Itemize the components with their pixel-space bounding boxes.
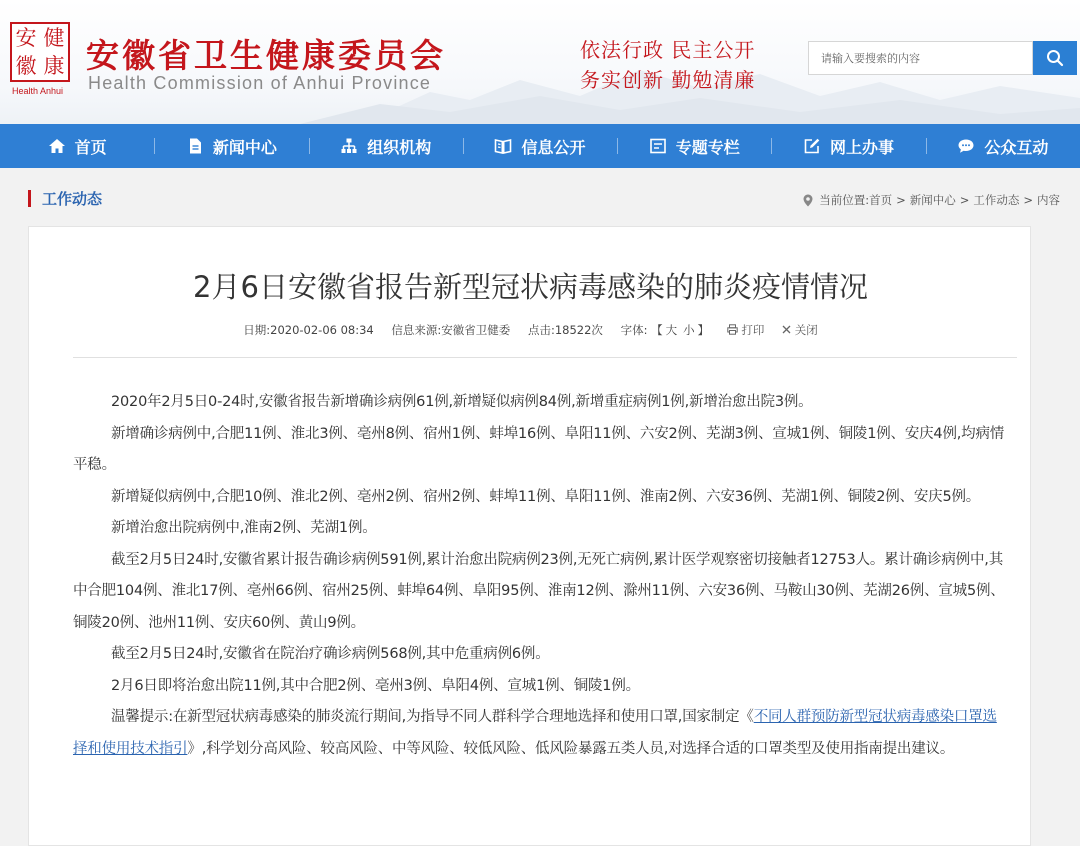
nav-item-special-column[interactable] [617,124,771,168]
tip-text: 》,科学划分高风险、较高风险、中等风险、较低风险、低风险暴露五类人员,对选择合适的口罩类型及使用指南提出建议。 [187,740,955,757]
site-logo-seal[interactable] [10,22,70,82]
breadcrumb-separator: > [1023,193,1033,207]
edit-icon [803,137,821,155]
chat-icon [957,137,975,155]
font-size-bracket: 【 [651,323,663,337]
paragraph: 截至2月5日24时,安徽省累计报告确诊病例591例,累计治愈出院病例23例,无死亡病例,累计医学观察密切接触者12753人。累计确诊病例中,其中合肥104例、淮北17例、亳州66例、宿州25例、蚌埠64例、阜阳95例、淮南12例、滁州11例、六安36例、马鞍山30例、芜湖26例、宣城5例、铜陵20例、池州11例、安庆60例、黄山9例。 [73,551,1005,631]
home-icon [48,137,66,155]
tip-text: 温馨提示:在新型冠状病毒感染的肺炎流行期间,为指导不同人群科学合理地选择和使用口罩,国家制定《 [111,709,754,725]
close-label: 关闭 [794,323,818,337]
paragraph: 新增治愈出院病例中,淮南2例、芜湖1例。 [111,520,377,536]
nav-label: 组织机构 [367,137,432,157]
nav-label: 新闻中心 [212,137,277,157]
font-size-control [621,323,710,337]
breadcrumb-prefix: 当前位置: [819,193,870,207]
article-body [73,387,1009,765]
search-icon [1046,49,1064,67]
paragraph: 2020年2月5日0-24时,安徽省报告新增确诊病例61例,新增疑似病例84例,新增重症病例1例,新增治愈出院3例。 [111,394,813,410]
breadcrumb [803,192,1060,208]
hit-count: 点击:18522次 [527,323,603,337]
main-nav [0,124,1080,168]
nav-item-online-services[interactable] [771,124,925,168]
nav-item-home[interactable] [0,124,154,168]
nav-label: 公众互动 [984,137,1049,157]
search-input[interactable] [808,41,1033,75]
title-divider [73,357,1017,358]
info-source: 信息来源:安徽省卫健委 [391,323,511,337]
book-icon [494,137,512,155]
nav-label: 首页 [74,137,107,157]
seal-char: 健 [43,25,65,50]
print-label: 打印 [741,323,765,337]
seal-char: 徽 [15,53,37,78]
section-marker [28,190,31,207]
nav-label: 信息公开 [521,137,586,157]
print-button[interactable] [727,323,768,337]
breadcrumb-home[interactable]: 首页 [869,193,893,207]
nav-label: 专题专栏 [675,137,740,157]
seal-char: 安 [15,25,37,50]
seal-char: 康 [43,53,65,78]
paragraph: 2月6日即将治愈出院11例,其中合肥2例、亳州3例、阜阳4例、宣城1例、铜陵1例。 [111,677,640,694]
paragraph: 新增确诊病例中,合肥11例、淮北3例、亳州8例、宿州1例、蚌埠16例、阜阳11例、六安2例、芜湖3例、宣城1例、铜陵1例、安庆4例,均病情平稳。 [73,425,1005,473]
nav-item-info-disclosure[interactable] [463,124,617,168]
nav-item-organization[interactable] [309,124,463,168]
org-chart-icon [340,137,358,155]
breadcrumb-separator: > [896,193,906,207]
paragraph: 截至2月5日24时,安徽省在院治疗确诊病例568例,其中危重病例6例。 [111,646,550,662]
slogan-line-1: 依法行政 民主公开 [580,38,756,62]
paragraph: 新增疑似病例中,合肥10例、淮北2例、亳州2例、宿州2例、蚌埠11例、阜阳11例、淮南2例、六安36例、芜湖1例、铜陵2例、安庆5例。 [111,488,981,505]
breadcrumb-news-center[interactable]: 新闻中心 [909,193,956,207]
font-size-label: 字体: [620,323,648,337]
font-size-large-link[interactable]: 大 [665,323,678,337]
nav-item-news[interactable] [154,124,308,168]
document-icon [186,137,204,155]
nav-item-public-interaction[interactable] [926,124,1080,168]
nav-label: 网上办事 [830,137,895,157]
publish-date: 日期:2020-02-06 08:34 [243,323,374,337]
mask-guideline-link[interactable]: 不同人群预防新型冠状病毒感染口罩选择和使用技术指引 [73,709,997,757]
search-button[interactable] [1033,41,1077,75]
breadcrumb-separator: > [959,193,970,207]
article-panel [28,226,1031,846]
font-size-bracket: 】 [697,323,710,337]
slogan-line-2: 务实创新 勤勉清廉 [580,68,756,92]
breadcrumb-work-updates[interactable]: 工作动态 [973,193,1020,207]
tip-paragraph [73,702,1009,765]
printer-icon [727,324,738,335]
close-button[interactable] [782,323,818,337]
location-pin-icon [803,194,813,207]
column-icon [649,137,667,155]
breadcrumb-content: 内容 [1037,193,1060,207]
section-bar [0,168,1080,226]
site-subtitle: Health Commission of Anhui Province [88,73,432,93]
site-header [0,0,1080,124]
section-title[interactable]: 工作动态 [42,190,103,208]
site-title[interactable]: 安徽省卫生健康委员会 [86,36,446,75]
font-size-small-link[interactable]: 小 [683,323,695,337]
logo-caption: Health Anhui [12,86,64,96]
close-icon [782,325,791,334]
article-meta [29,322,1032,338]
article-title: 2月6日安徽省报告新型冠状病毒感染的肺炎疫情情况 [193,270,868,304]
